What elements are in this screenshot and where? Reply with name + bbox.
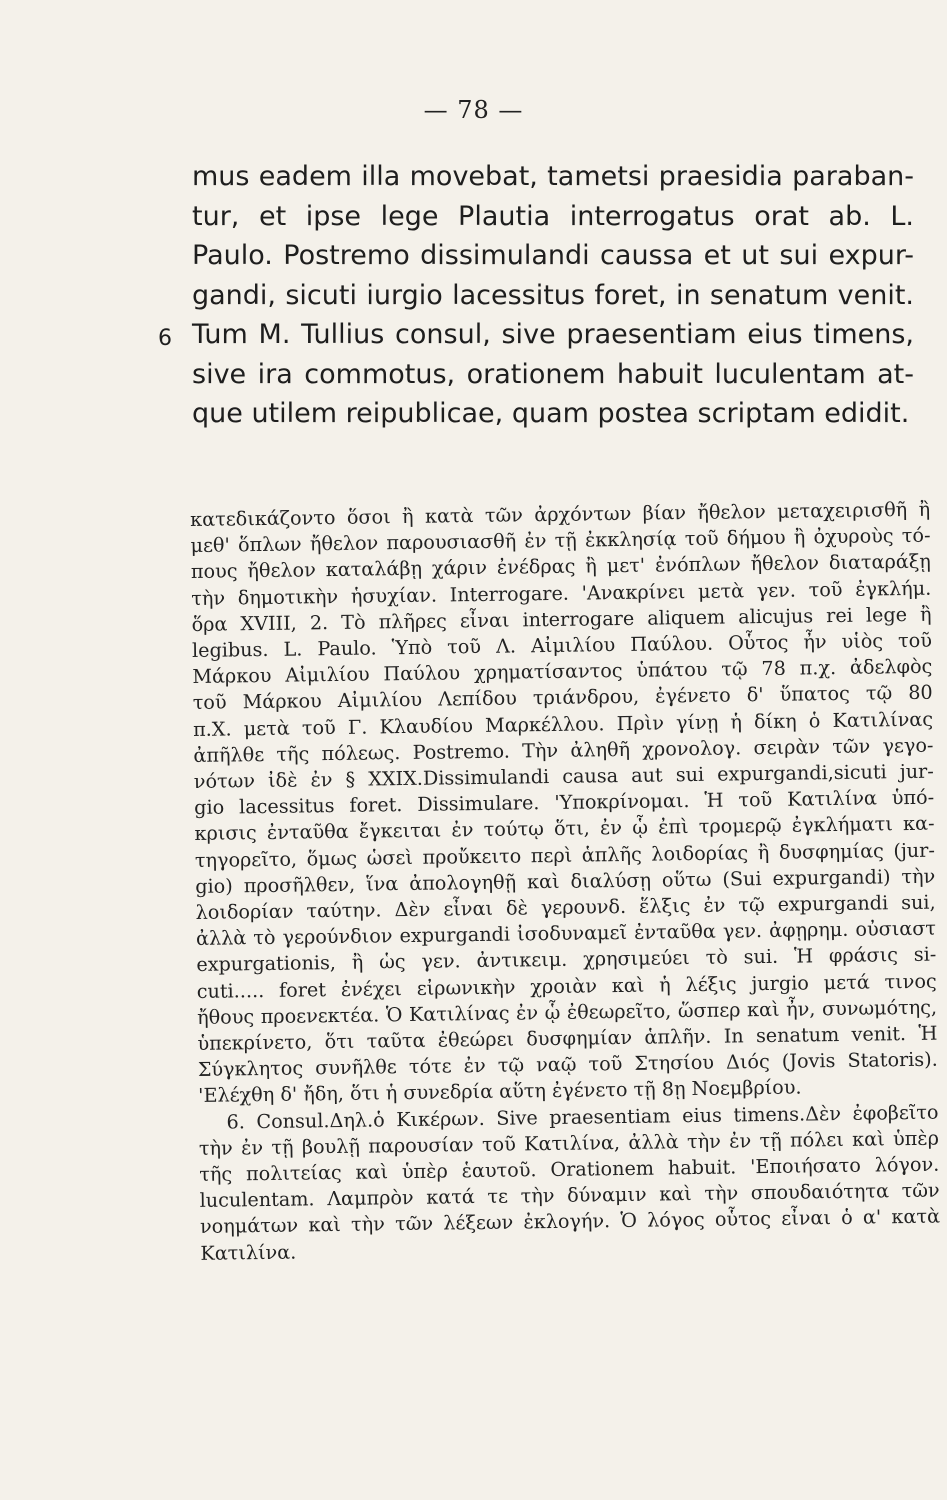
commentary-line: 6. Consul.Δηλ.ὁ Κικέρων. Sive praesentiam eius timens.Δὲν ἐφοβεῖτο [226,1100,939,1134]
commentary-line: μεθ' ὅπλων ἤθελον παρουσιασθῆ ἐν τῇ ἐκκλησίᾳ τοῦ δήμου ἢ ὀχυροὺς τό- [190,523,931,558]
commentary-line: ὑπεκρίνετο, ὅτι ταῦτα ἐθεώρει δυσφημίαν ἁπλῆν. In senatum venit. Ἡ [197,1021,938,1056]
commentary-line: νότων ἰδὲ ἐν § XXIX.Dissimulandi causa aut sui expurgandi,sicuti jur- [193,759,934,794]
commentary-line: κατεδικάζοντο ὅσοι ἢ κατὰ τῶν ἀρχόντων βίαν ἤθελον μεταχειρισθῆ ἢ [190,497,931,531]
commentary-line: 'Ελέχθη δ' ἤδη, ὅτι ἡ συνεδρία αὕτη ἐγένετο τῇ 8ῃ Νοεμβρίου. [198,1075,802,1108]
commentary-line: π.Χ. μετὰ τοῦ Γ. Κλαυδίου Μαρκέλλου. Πρὶν γίνῃ ἡ δίκη ὁ Κατιλίνας [192,707,934,741]
section-marker: 6 [158,326,172,351]
commentary-line: κρισις ἐνταῦθα ἔγκειται ἐν τούτῳ ὅτι, ἐν ᾧ ἐπὶ τρομερῷ ἐγκλήματι κα- [194,812,935,846]
main-text-line: gandi, sicuti iurgio lacessitus foret, in senatum venit. [192,279,914,311]
commentary-line: λοιδορίαν ταύτην. Δὲν εἶναι δὲ γερουνδ. ἕλξις ἐν τῷ expurgandi sui, [195,890,936,925]
main-latin-text [158,157,914,434]
greek-commentary [190,497,941,1267]
commentary-line: Σύγκλητος συνῆλθε τότε ἐν τῷ ναῷ τοῦ Στησίου Διός (Jovis Statoris). [197,1047,938,1082]
commentary-line: τὴν δημοτικὴν ἡσυχίαν. Interrogare. 'Ανακρίνει μετὰ γεν. τοῦ ἐγκλήμ. [191,576,932,610]
commentary-line: ἀλλὰ τὸ γερούνδιον expurgandi ἰσοδυναμεῖ ἐνταῦθα γεν. ἀφῃρημ. οὐσιαστ [195,916,937,951]
commentary-line: τηγορεῖτο, ὅμως ὡσεὶ προὔκειτο περὶ ἁπλῆς λοιδορίας ἢ δυσφημίας (jur- [194,838,936,872]
commentary-line: Μάρκου Αἰμιλίου Παύλου χρηματίσαντος ὑπάτου τῷ 78 π.χ. ἀδελφὸς [192,654,933,689]
commentary-line: τοῦ Μάρκου Αἰμιλίου Λεπίδου τριάνδρου, ἐγένετο δ' ὕπατος τῷ 80 [192,681,933,715]
commentary-line: expurgationis, ἢ ὡς γεν. ἀντικειμ. χρησιμεύει τὸ sui. Ἡ φράσις si- [196,943,937,977]
commentary-line: legibus. L. Paulo. Ὑπὸ τοῦ Λ. Αἰμιλίου Παύλου. Οὗτος ἦν υἱὸς τοῦ [191,628,933,663]
commentary-line: gio lacessitus foret. Dissimulare. 'Υποκρίνομαι. Ἡ τοῦ Κατιλίνα ὑπό- [194,785,935,820]
commentary-line: ἀπῆλθε τῆς πόλεως. Postremo. Τὴν ἀληθῆ χρονολογ. σειρὰν τῶν γεγο- [193,733,934,767]
main-text-line: Tum M. Tullius consul, sive praesentiam eius timens, [192,319,914,350]
page-number: — 78 — [423,96,524,124]
commentary-line: ὅρα XVIII, 2. Τὸ πλῆρες εἶναι interrogare aliquem alicujus rei lege ἢ [191,602,932,636]
main-text-line: Paulo. Postremo dissimulandi caussa et ut sui expur- [192,240,914,271]
commentary-line: cuti..... foret ἐνέχει εἰρωνικὴν χροιὰν καὶ ἡ λέξις jurgio μετά τινος [196,969,937,1003]
commentary-line: τὴν ἐν τῇ βουλῇ παρουσίαν τοῦ Κατιλίνα, ἀλλὰ τὴν ἐν τῇ πόλει καὶ ὑπὲρ [198,1126,940,1160]
main-text-line: que utilem reipublicae, quam postea scriptam edidit. [192,398,910,429]
main-text-line: tur, et ipse lege Plautia interrogatus orat ab. L. [192,200,914,232]
commentary-line: ἤθους προενεκτέα. Ὁ Κατιλίνας ἐν ᾧ ἐθεωρεῖτο, ὥσπερ καὶ ἦν, συνωμότης, [196,995,938,1029]
main-text-line: mus eadem illa movebat, tametsi praesidia paraban- [192,161,914,192]
commentary-line: Κατιλίνα. [200,1240,297,1265]
commentary-line: πους ἤθελον καταλάβῃ χάριν ἐνέδρας ἢ μετ' ἐνόπλων ἤθελον διαταράξῃ [190,550,931,584]
commentary-line: luculentam. Λαμπρὸν κατά τε τὴν δύναμιν καὶ τὴν σπουδαιότητα τῶν [199,1178,940,1213]
commentary-line: τῆς πολιτείας καὶ ὑπὲρ ἑαυτοῦ. Orationem habuit. 'Εποιήσατο λόγον. [199,1152,940,1187]
commentary-line: νοημάτων καὶ τὴν τῶν λέξεων ἐκλογήν. Ὁ λόγος οὗτος εἶναι ὁ α' κατὰ [199,1205,941,1239]
commentary-line: gio) προσῆλθεν, ἵνα ἀπολογηθῇ καὶ διαλύσῃ οὕτω (Sui expurgandi) τὴν [195,864,936,898]
main-text-line: sive ira commotus, orationem habuit luculentam at- [192,358,914,390]
